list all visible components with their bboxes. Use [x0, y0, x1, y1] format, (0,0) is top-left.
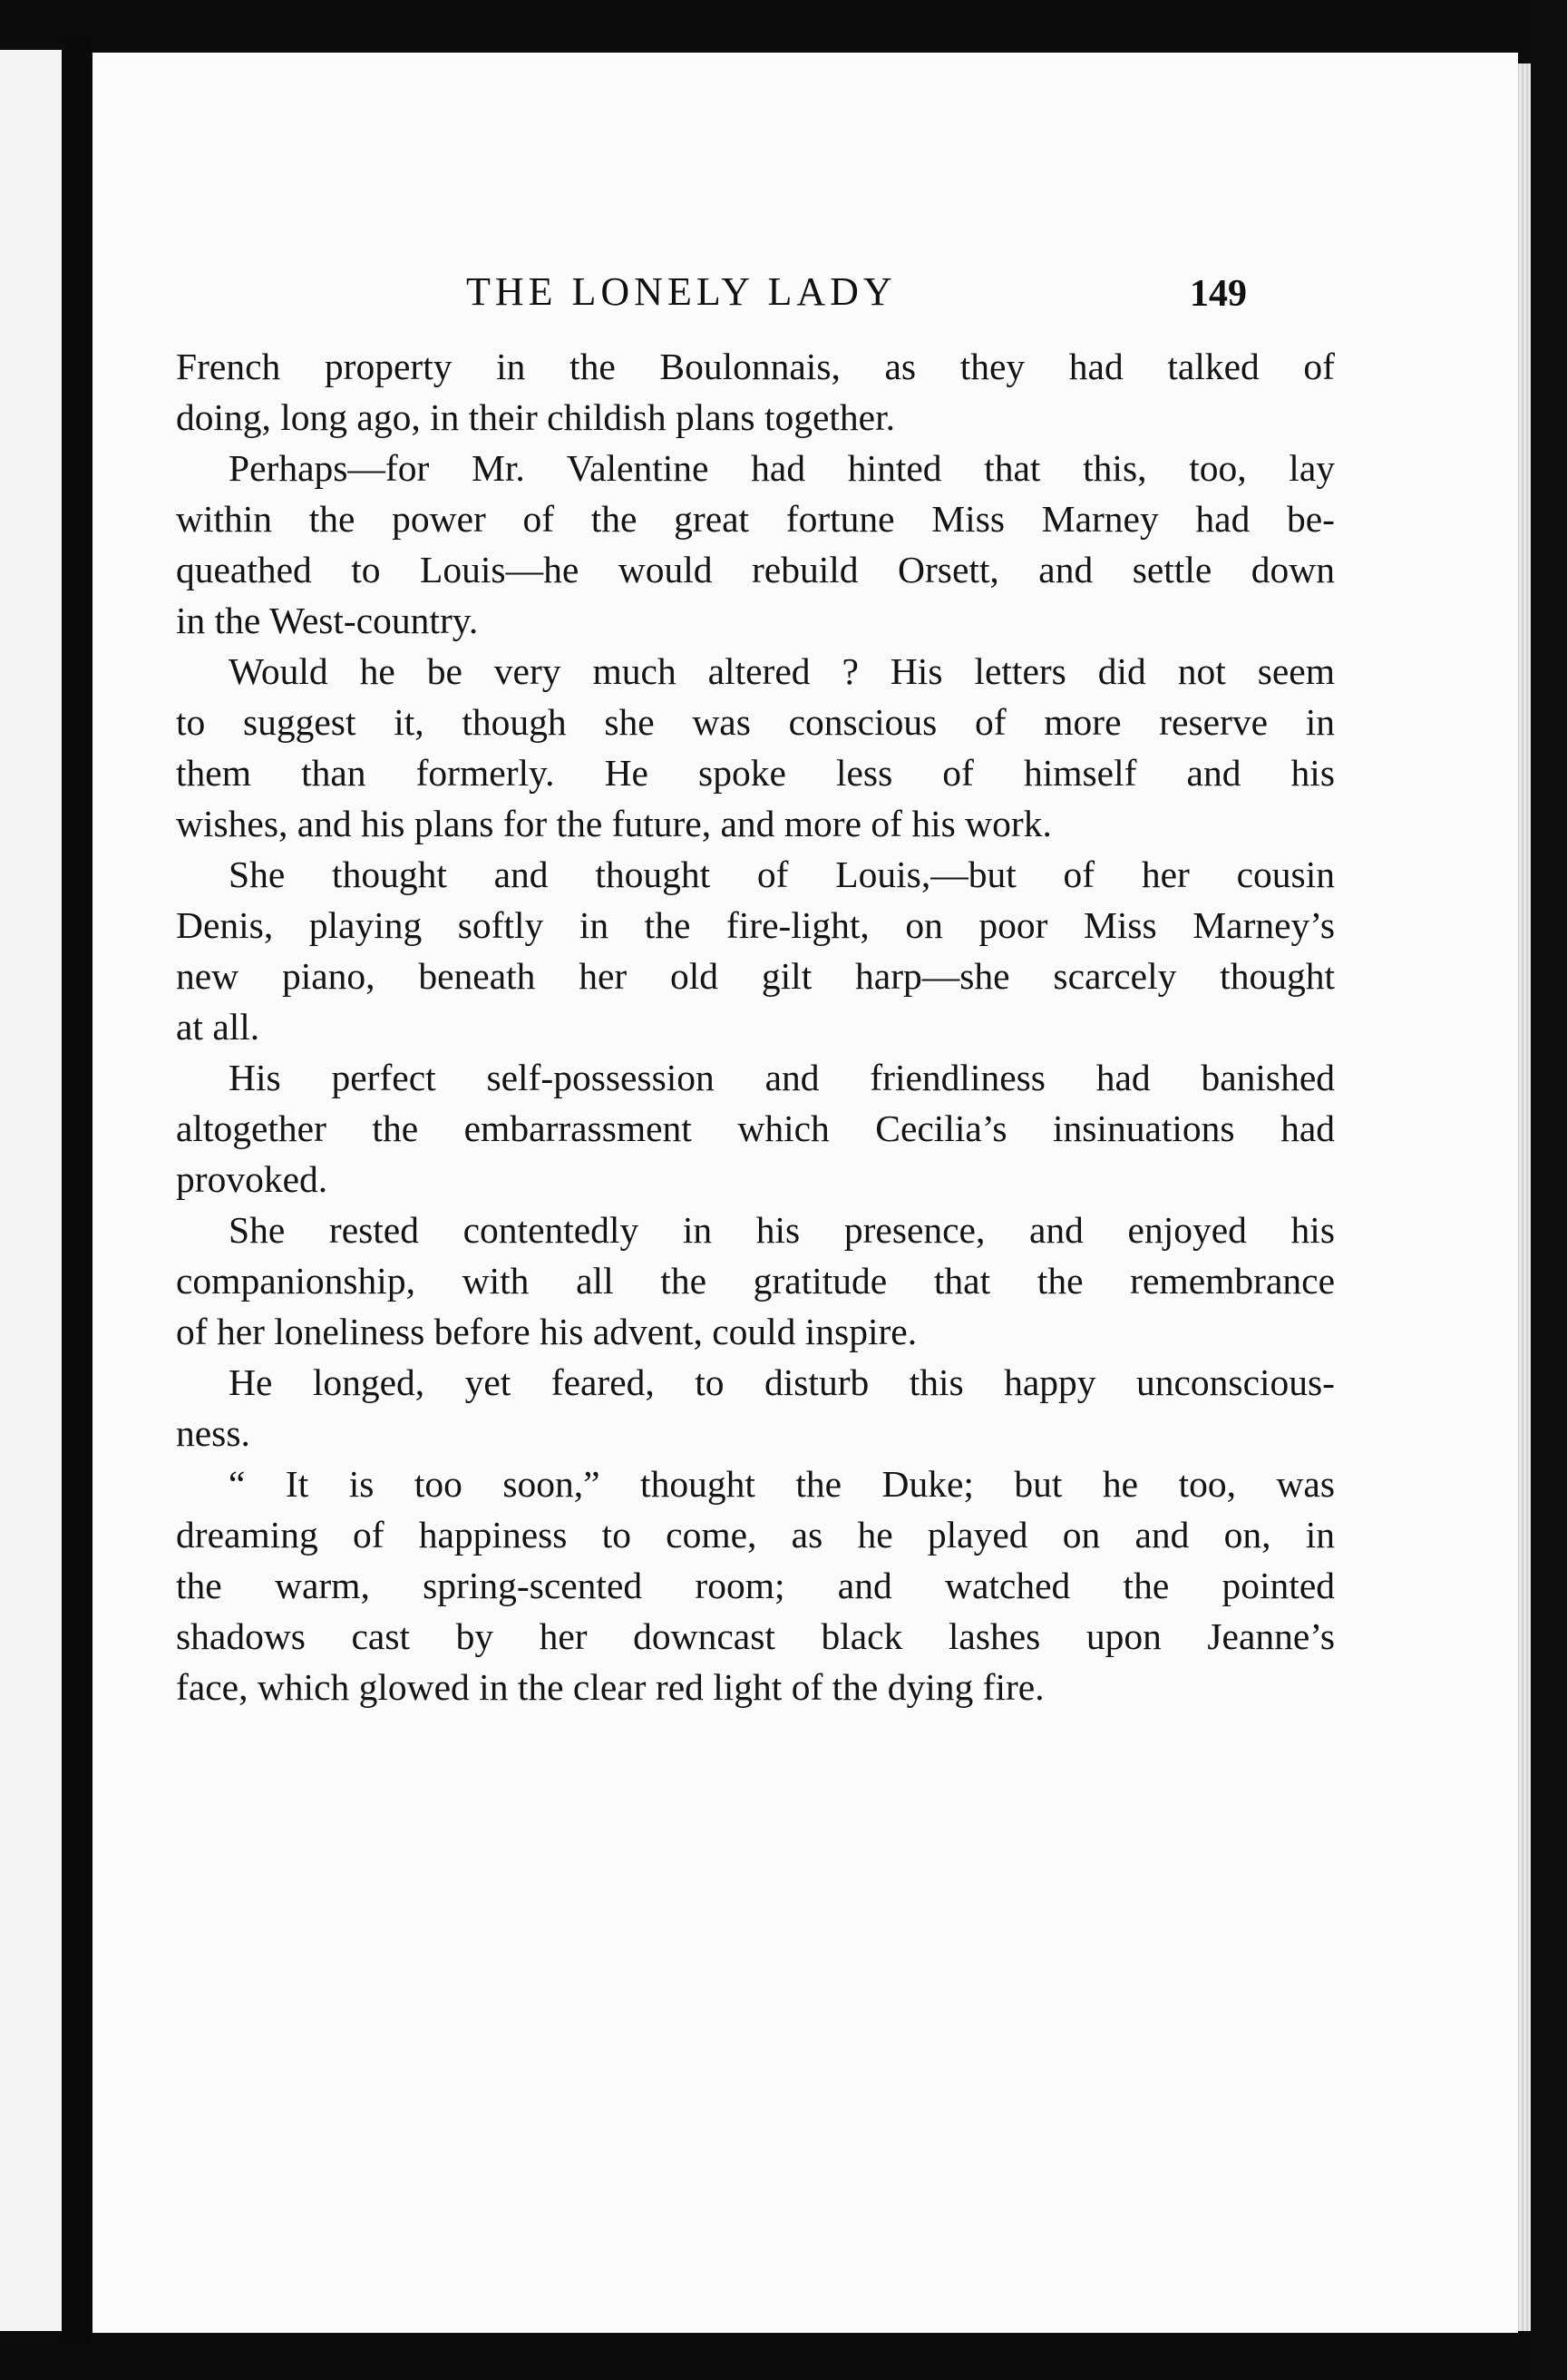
paragraph	[176, 1205, 1335, 1357]
facing-page-edge	[0, 50, 62, 2331]
text-line: doing, long ago, in their childish plans together.	[176, 396, 895, 438]
text-line: to suggest it, though she was conscious of more reserve in	[176, 701, 1335, 743]
book-page	[92, 53, 1518, 2333]
text-line: the warm, spring-scented room; and watched the pointed	[176, 1565, 1335, 1606]
text-line: at all.	[176, 1006, 260, 1048]
paragraph	[176, 1052, 1335, 1205]
text-line: She rested contentedly in his presence, and enjoyed his	[229, 1209, 1335, 1251]
paragraph	[176, 849, 1335, 1052]
text-line: dreaming of happiness to come, as he played on and on, in	[176, 1514, 1335, 1556]
text-line: provoked.	[176, 1158, 328, 1200]
text-line: within the power of the great fortune Miss Marney had be-	[176, 498, 1335, 540]
text-line: shadows cast by her downcast black lashes upon Jeanne’s	[176, 1615, 1335, 1657]
text-line: wishes, and his plans for the future, and more of his work.	[176, 803, 1052, 844]
text-line: Perhaps—for Mr. Valentine had hinted that this, too, lay	[229, 447, 1335, 489]
text-line: ness.	[176, 1412, 250, 1454]
text-line: face, which glowed in the clear red light of the dying fire.	[176, 1666, 1045, 1708]
text-line: queathed to Louis—he would rebuild Orsett, and settle down	[176, 549, 1335, 590]
text-line: new piano, beneath her old gilt harp—she scarcely thought	[176, 955, 1335, 997]
text-line: “ It is too soon,” thought the Duke; but he too, was	[229, 1463, 1335, 1505]
text-line: them than formerly. He spoke less of himself and his	[176, 752, 1335, 794]
text-line: French property in the Boulonnais, as they had talked of	[176, 346, 1335, 387]
paragraph	[176, 1458, 1335, 1712]
book-gutter	[62, 36, 92, 2345]
text-line: He longed, yet feared, to disturb this happy unconscious-	[229, 1361, 1335, 1403]
text-line: Denis, playing softly in the fire-light, on poor Miss Marney’s	[176, 904, 1335, 946]
text-line: altogether the embarrassment which Cecilia’s insinuations had	[176, 1107, 1335, 1149]
text-line: of her loneliness before his advent, could inspire.	[176, 1311, 918, 1352]
paragraph	[176, 646, 1335, 849]
running-head	[92, 268, 1518, 332]
paragraph	[176, 443, 1335, 646]
running-title: THE LONELY LADY	[466, 269, 897, 314]
text-line: in the West-country.	[176, 600, 479, 641]
text-line: companionship, with all the gratitude that the remembrance	[176, 1260, 1335, 1302]
text-line: His perfect self-possession and friendliness had banished	[229, 1057, 1335, 1098]
text-line: She thought and thought of Louis,—but of her cousin	[229, 853, 1335, 895]
text-line: Would he be very much altered ? His letters did not seem	[229, 650, 1335, 692]
body-text	[176, 341, 1335, 1712]
paragraph	[176, 341, 1335, 443]
scan-border	[1531, 0, 1567, 2380]
paragraph	[176, 1357, 1335, 1458]
page-number: 149	[1190, 273, 1247, 315]
